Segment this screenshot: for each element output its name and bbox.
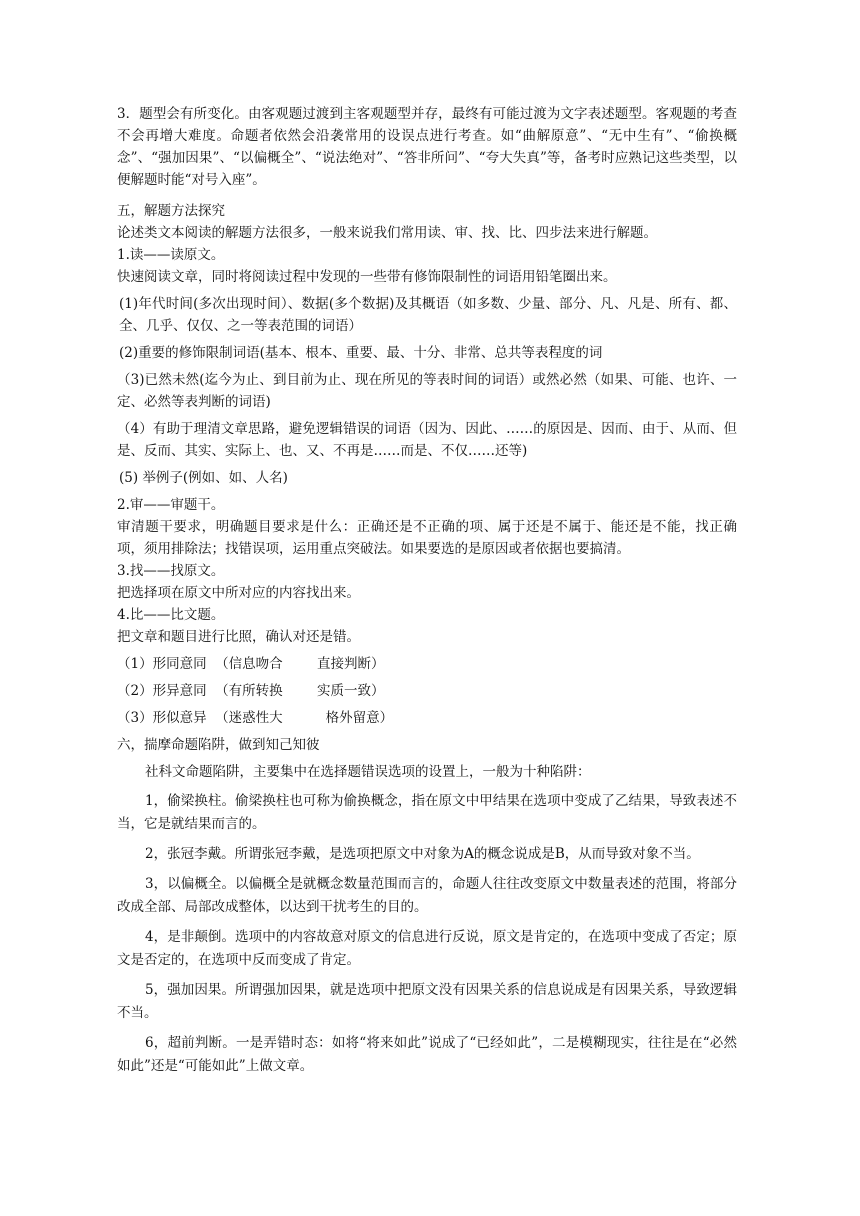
marker-item-1: (1)年代时间(多次出现时间）、数据(多个数据)及其概语（如多数、少量、部分、凡、凡是、所有、都、全、几乎、仅仅、之一等表范围的词语） (119, 296, 737, 334)
compare-item-1: （1）形同意同 （信息吻合 直接判断） (117, 656, 385, 672)
compare-item-2: （2）形异意同 （有所转换 实质一致） (117, 683, 385, 699)
step2-description: 审清题干要求，明确题目要求是什么：正确还是不正确的项、属于还是不属于、能还是不能，找正确项，须用排除法；找错误项，运用重点突破法。如果要选的是原因或者依据也要搞清。 (117, 519, 737, 557)
section3-paragraph: 3．题型会有所变化。由客观题过渡到主客观题型并存，最终有可能过渡为文字表述题型。客观题的考查不会再增大难度。命题者依然会沿袭常用的设误点进行考查。如“曲解原意”、“无中生有”、“偷换概念”、“强加因果”、“以偏概全”、“说法绝对”、“答非所问”、“夸大失真”等，备考时应熟记这些类型，以便解题时能“对号入座”。 (117, 106, 737, 188)
compare-item-3: （3）形似意异 （迷惑性大 格外留意） (117, 710, 394, 726)
marker-item-5: (5) 举例子(例如、如、人名) (119, 470, 288, 486)
trap-item-1: 1，偷梁换柱。偷梁换柱也可称为偷换概念，指在原文中甲结果在选项中变成了乙结果，导致表述不当，它是就结果而言的。 (117, 793, 737, 832)
step2-title: 2.审——审题干。 (117, 497, 225, 513)
trap-item-6: 6，超前判断。一是弄错时态：如将“将来如此”说成了“已经如此”，二是模糊现实，往往是在“必然如此”还是“可能如此”上做文章。 (117, 1035, 737, 1074)
trap-item-4: 4，是非颠倒。选项中的内容故意对原文的信息进行反说，原文是肯定的，在选项中变成了否定；原文是否定的，在选项中反而变成了肯定。 (117, 929, 737, 968)
section5-intro: 论述类文本阅读的解题方法很多，一般来说我们常用读、审、找、比、四步法来进行解题。 (117, 225, 657, 241)
step1-description: 快速阅读文章，同时将阅读过程中发现的一些带有修饰限制性的词语用铅笔圈出来。 (117, 269, 617, 285)
trap-item-5: 5，强加因果。所谓强加因果，就是选项中把原文没有因果关系的信息说成是有因果关系，导致逻辑不当。 (117, 982, 737, 1021)
step1-title: 1.读——读原文。 (117, 247, 225, 263)
document-body (117, 103, 737, 1078)
section6-intro: 社科文命题陷阱，主要集中在选择题错误选项的设置上，一般为十种陷阱： (145, 764, 591, 780)
step4-description: 把文章和题目进行比照，确认对还是错。 (117, 629, 360, 645)
step3-description: 把选择项在原文中所对应的内容找出来。 (117, 585, 360, 601)
step3-title: 3.找——找原文。 (117, 563, 225, 579)
marker-item-3: （3)已然未然(迄今为止、到目前为止、现在所见的等表时间的词语）或然必然（如果、可能、也许、一定、必然等表判断的词语) (117, 372, 737, 410)
section5-heading: 五，解题方法探究 (117, 203, 225, 219)
step4-title: 4.比——比文题。 (117, 607, 225, 623)
section6-heading: 六，揣摩命题陷阱，做到知己知彼 (117, 737, 320, 753)
trap-item-2: 2，张冠李戴。所谓张冠李戴，是选项把原文中对象为A的概念说成是B，从而导致对象不当。 (145, 846, 700, 862)
marker-item-4: （4）有助于理清文章思路，避免逻辑错误的词语（因为、因此、……的原因是、因而、由于、从而、但是、反而、其实、实际上、也、又、不再是……而是、不仅……还等) (117, 421, 737, 459)
trap-item-3: 3，以偏概全。以偏概全是就概念数量范围而言的，命题人往往改变原文中数量表述的范围，将部分改成全部、局部改成整体，以达到干扰考生的目的。 (117, 876, 737, 915)
marker-item-2: (2)重要的修饰限制词语(基本、根本、重要、最、十分、非常、总共等表程度的词 (119, 345, 603, 361)
